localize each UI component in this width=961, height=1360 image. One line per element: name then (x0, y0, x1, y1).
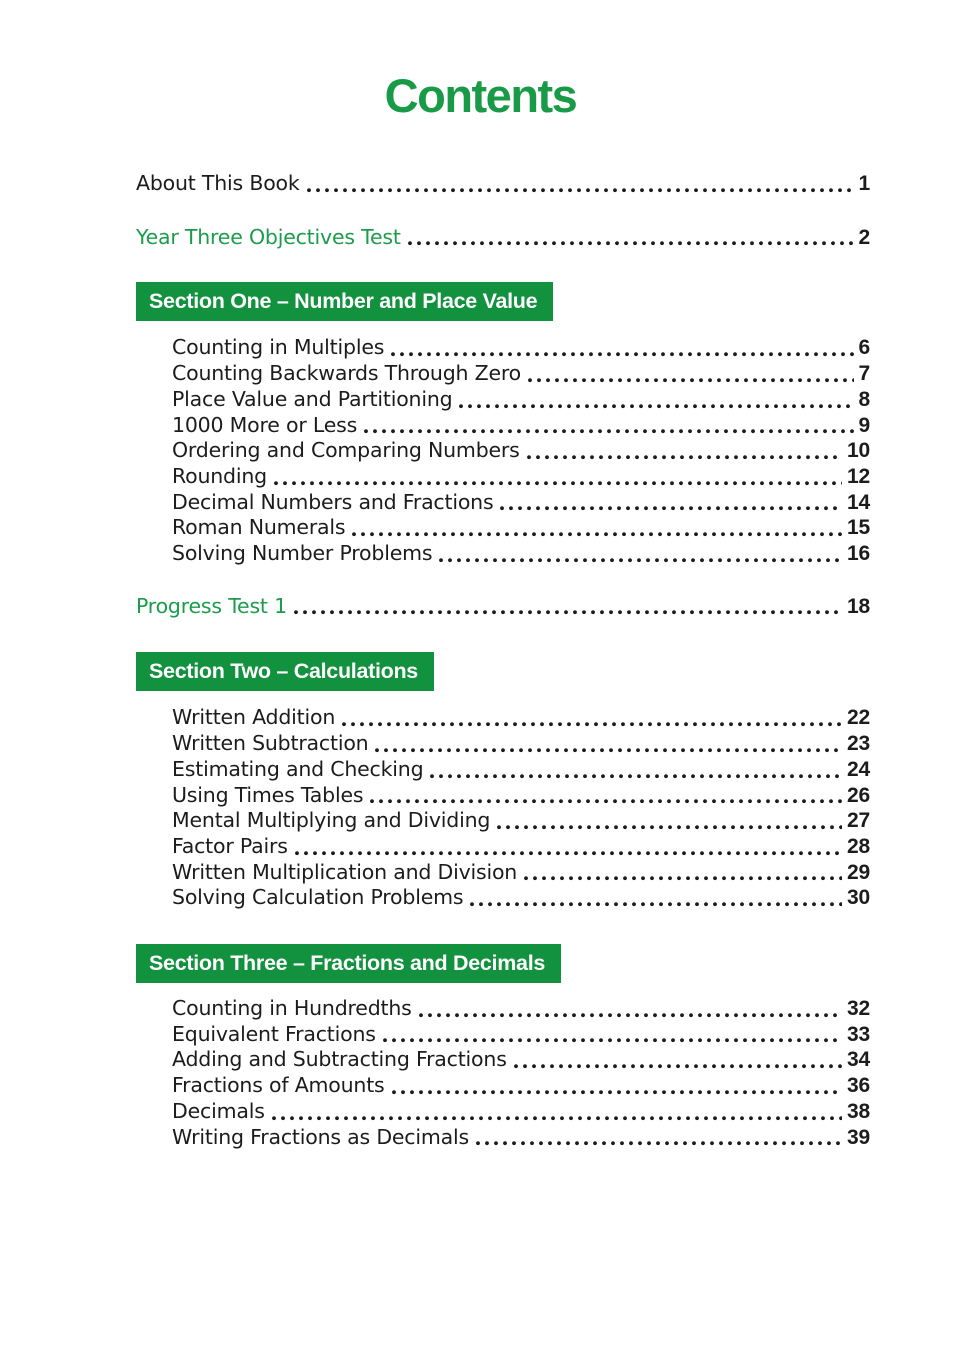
toc-label: Progress Test 1 (136, 593, 287, 618)
toc-row (172, 515, 870, 541)
toc-page-number: 8 (858, 387, 870, 411)
toc-row (172, 490, 870, 516)
toc-page-number: 34 (847, 1048, 870, 1072)
page-title: Contents (384, 69, 577, 122)
dotted-leader (419, 1013, 842, 1018)
toc-row (172, 464, 870, 490)
toc-page-number: 2 (858, 225, 870, 249)
toc-row (172, 808, 870, 834)
dotted-leader (375, 748, 842, 753)
dotted-leader (476, 1141, 842, 1146)
toc-page-number: 16 (847, 542, 870, 566)
toc-row (172, 860, 870, 886)
section-one-banner-wrap (136, 282, 870, 321)
toc-page-number: 22 (847, 706, 870, 730)
toc-label: Using Times Tables (172, 782, 364, 807)
toc-label: Mental Multiplying and Dividing (172, 808, 491, 833)
toc-row (172, 335, 870, 361)
dotted-leader (497, 825, 842, 830)
dotted-leader (370, 799, 842, 804)
toc-label: Fractions of Amounts (172, 1073, 385, 1098)
section-one-banner: Section One – Number and Place Value (136, 282, 553, 321)
toc-page-number: 9 (858, 413, 870, 437)
toc-label: Ordering and Comparing Numbers (172, 438, 520, 463)
dotted-leader (383, 1038, 842, 1043)
section-three-banner: Section Three – Fractions and Decimals (136, 944, 561, 983)
toc-row (172, 413, 870, 439)
toc-label: Decimals (172, 1098, 265, 1123)
toc-row (172, 757, 870, 783)
dotted-leader (342, 722, 842, 727)
toc-label: Roman Numerals (172, 515, 346, 540)
toc-label: Solving Number Problems (172, 541, 433, 566)
toc-page-number: 18 (847, 594, 870, 618)
toc-page-number: 32 (847, 997, 870, 1021)
toc-label: Counting Backwards Through Zero (172, 361, 521, 386)
toc-page-number: 1 (858, 172, 870, 195)
toc-label: Solving Calculation Problems (172, 885, 464, 910)
toc-page-number: 7 (858, 362, 870, 386)
section-two-banner: Section Two – Calculations (136, 652, 434, 691)
toc-row-about-this-book (136, 171, 870, 197)
toc-row (172, 834, 870, 860)
toc-label: Year Three Objectives Test (136, 224, 401, 249)
dotted-leader (408, 241, 854, 246)
toc-label: About This Book (136, 171, 300, 195)
toc-row (172, 885, 870, 911)
toc-row (172, 1073, 870, 1099)
dotted-leader (274, 481, 842, 486)
toc-row (172, 387, 870, 413)
toc-page-number: 10 (847, 439, 870, 463)
toc-label: 1000 More or Less (172, 412, 358, 437)
dotted-leader (272, 1116, 842, 1121)
toc-page-number: 14 (847, 490, 870, 514)
toc-page-number: 27 (847, 809, 870, 833)
toc-row (172, 1022, 870, 1048)
table-of-contents (136, 171, 870, 1150)
toc-page-number: 33 (847, 1022, 870, 1046)
section-three-entries (172, 996, 870, 1150)
dotted-leader (294, 610, 842, 615)
toc-row-year-three-objectives-test (136, 225, 870, 251)
toc-row (172, 1099, 870, 1125)
toc-label: Adding and Subtracting Fractions (172, 1047, 507, 1072)
toc-page-number: 15 (847, 516, 870, 540)
toc-label: Written Multiplication and Division (172, 859, 518, 884)
toc-page-number: 39 (847, 1125, 870, 1149)
toc-label: Equivalent Fractions (172, 1021, 376, 1046)
toc-label: Decimal Numbers and Fractions (172, 489, 494, 514)
toc-label: Estimating and Checking (172, 756, 424, 781)
toc-row (172, 541, 870, 567)
toc-label: Written Subtraction (172, 731, 369, 756)
toc-page-number: 26 (847, 783, 870, 807)
toc-page-number: 38 (847, 1099, 870, 1123)
toc-page-number: 24 (847, 757, 870, 781)
toc-row (172, 361, 870, 387)
toc-label: Counting in Hundredths (172, 996, 412, 1021)
dotted-leader (500, 506, 842, 511)
toc-row (172, 1125, 870, 1151)
toc-row (172, 996, 870, 1022)
toc-row (172, 1047, 870, 1073)
section-three-banner-wrap (136, 944, 870, 983)
section-two-entries (172, 705, 870, 911)
toc-page-number: 30 (847, 886, 870, 910)
dotted-leader (524, 876, 842, 881)
dotted-leader (364, 429, 853, 434)
toc-row-progress-test-1 (136, 594, 870, 620)
toc-page-number: 23 (847, 732, 870, 756)
dotted-leader (352, 532, 842, 537)
dotted-leader (470, 902, 842, 907)
dotted-leader (439, 558, 842, 563)
toc-page-number: 28 (847, 834, 870, 858)
toc-page-number: 6 (858, 336, 870, 360)
toc-row (172, 783, 870, 809)
toc-page-number: 36 (847, 1074, 870, 1098)
dotted-leader (514, 1064, 842, 1069)
section-one-entries (172, 335, 870, 566)
toc-label: Factor Pairs (172, 833, 288, 858)
dotted-leader (391, 352, 853, 357)
dotted-leader (295, 851, 842, 856)
dotted-leader (392, 1090, 842, 1095)
dotted-leader (430, 774, 842, 779)
toc-page-number: 29 (847, 860, 870, 884)
section-two-banner-wrap (136, 652, 870, 691)
dotted-leader (527, 455, 842, 460)
toc-label: Counting in Multiples (172, 335, 385, 360)
toc-label: Rounding (172, 463, 267, 488)
dotted-leader (528, 378, 854, 383)
toc-row (172, 705, 870, 731)
toc-label: Place Value and Partitioning (172, 386, 453, 411)
toc-label: Written Addition (172, 705, 336, 730)
dotted-leader (459, 404, 853, 409)
toc-label: Writing Fractions as Decimals (172, 1124, 469, 1149)
toc-row (172, 438, 870, 464)
dotted-leader (307, 188, 854, 193)
toc-page-number: 12 (847, 464, 870, 488)
toc-row (172, 731, 870, 757)
